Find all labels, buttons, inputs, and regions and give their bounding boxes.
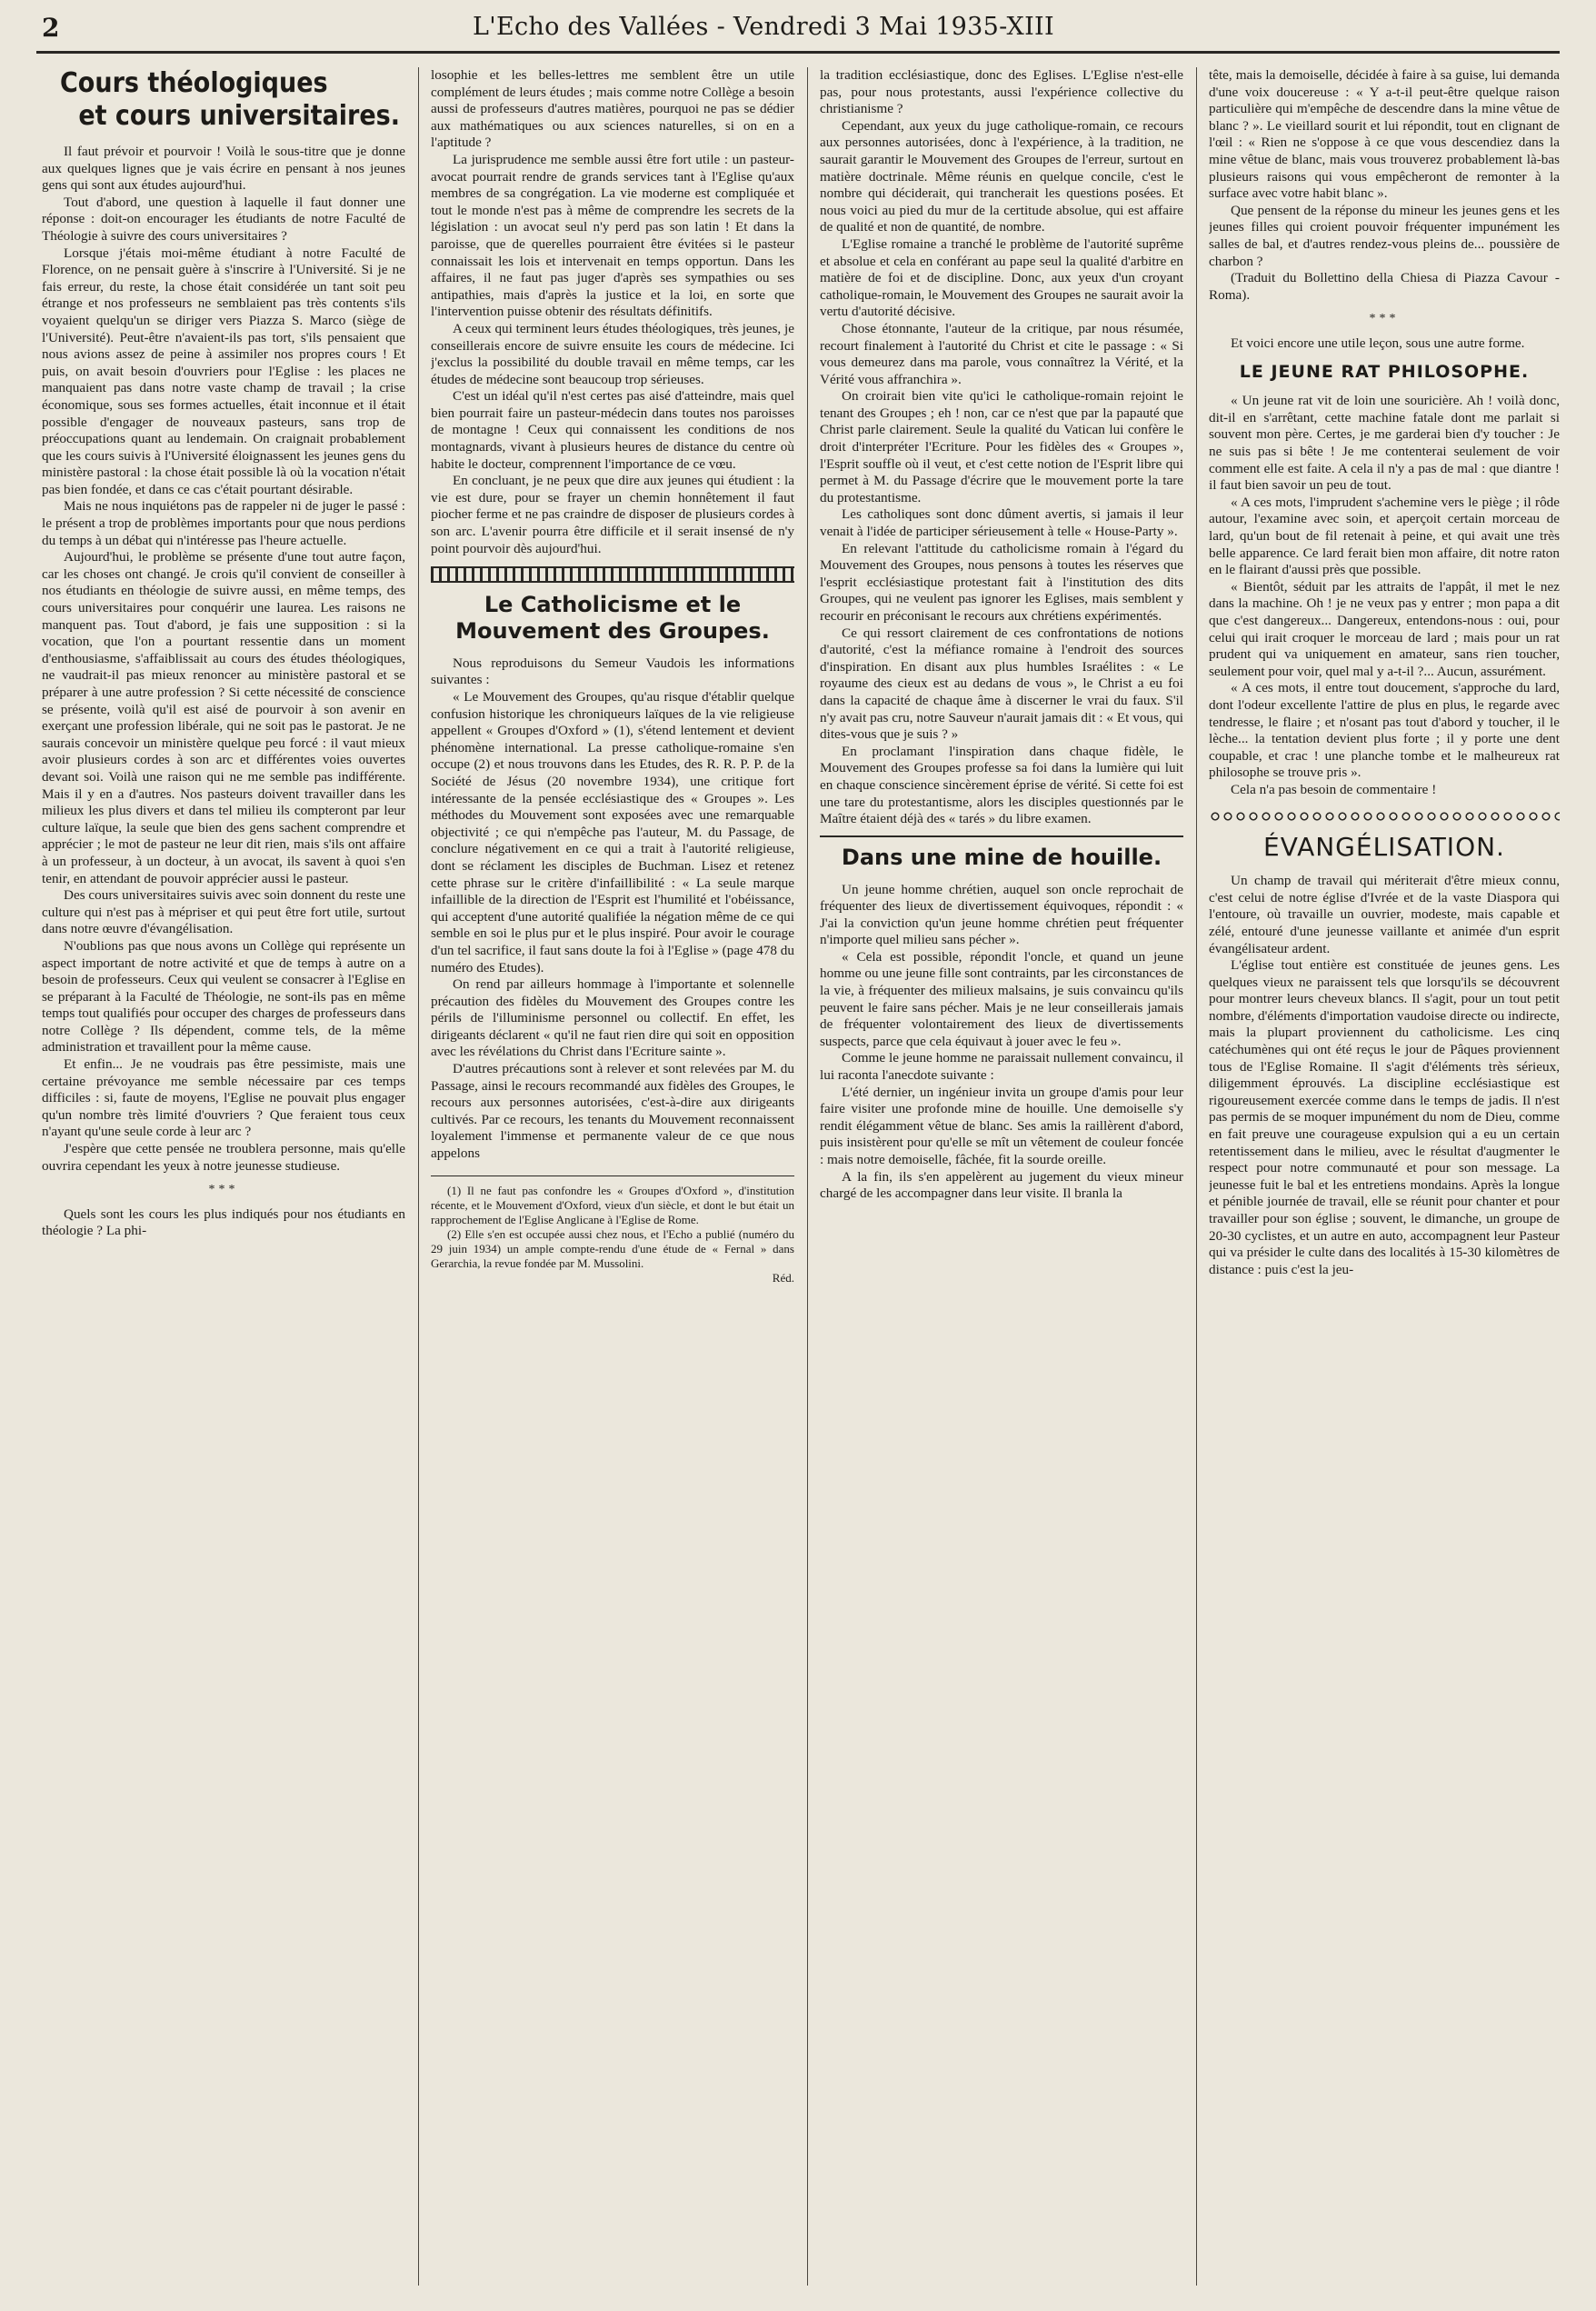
article-title-mine: Dans une mine de houille. <box>841 844 1162 870</box>
paragraph: N'oublions pas que nous avons un Collège qui représente un aspect important de notre activité et que de temps à autre on a besoin de professeurs. Ceux qui veulent se consacrer à l'Eglise en se préparant à la Faculté de Théologie, ne sont-ils pas en même temps tout qualifiés pour occuper des charges de professeurs dans notre Collège ? Ils dépendent, comme tels, de la même administration et travaillent pour la même cause. <box>42 937 405 1055</box>
article-body-mine <box>820 882 1183 1203</box>
paragraph: « Le Mouvement des Groupes, qu'au risque d'établir quelque confusion historique les chroniqueurs laïques de la vie religieuse appellent « Groupes d'Oxford » (1), s'étend lentement et devient phénomène international. La presse catholique-romaine s'en occupe (2) et nous trouvons dans les Etudes, des R. R. P. P. de la Société de Jésus (20 novembre 1934), une critique fort intéressante de la pensée ecclésiastique des « Groupes ». Les méthodes du Mouvement sont exposées avec une remarquable objectivité ; ce qui n'empêche pas l'auteur, M. du Passage, de conclure négativement en ce qui a trait à l'autorité religieuse, dont se réclament les disciples de Buchman. Lisez et retenez cette phrase sur le critère d'infaillibilité : « La seule marque infaillible de la direction de l'Esprit est l'humilité et l'obéissance, qui acceptent d'une autorité qualifiée la négation même de ce qui semble en soi le plus pur et le plus inspiré. Pour avoir le courage d'un tel sacrifice, il faut sans doute la foi à l'Eglise » (page 478 du numéro des Etudes). <box>431 689 794 975</box>
paragraph: Cela n'a pas besoin de commentaire ! <box>1231 781 1437 797</box>
article-title-catholicisme: Le Catholicisme et le Mouvement des Groupes. <box>455 592 770 645</box>
paragraph: Mais ne nous inquiétons pas de rappeler ni de juger le passé : le présent a trop de problèmes importants pour que nous perdions du temps à un débat qui n'intéresse pas l'heure actuelle. <box>42 498 405 548</box>
article-body-rat <box>1209 393 1560 798</box>
article-body-cours <box>42 144 405 1240</box>
paragraph: L'Eglise romaine a tranché le problème de l'autorité suprême et absolue et cela en conférant au pape seul la qualité d'arbitre en matière de foi et de discipline. Donc, aux yeux d'un croyant catholique-romain, le Mouvement des Groupes ne saurait avoir la vertu d'autorité décisive. <box>820 235 1183 320</box>
paragraph: Cependant, aux yeux du juge catholique-romain, ce recours aux personnes autorisées, donc à l'expérience, à la tradition, ne saurait garantir le Mouvement des Groupes de l'erreur, surtout en matière doctrinale. Même réunis en quelque concile, c'est le nombre qui déciderait, qui trancherait les questions posées. Et nous voici au pied du mur de la certitude absolue, qui est affaire de qualité et non de quantité, de nombre. <box>820 117 1183 235</box>
article-body-mine-continued <box>1209 67 1560 304</box>
paragraph: « A ces mots, l'imprudent s'achemine vers le piège ; il rôde autour, l'examine avec soin, et aperçoit certain morceau de lard, qu'un bout de fil retenait à peine, et qui avait une très belle apparence. Ce lard ferait bien mon affaire, dit notre raton en le flairant d'aussi près que possible. <box>1209 494 1560 578</box>
paragraph: la tradition ecclésiastique, donc des Eglises. L'Eglise n'est-elle pas, pour nous protestants, aussi l'expérience collective du christianisme ? <box>820 67 1183 117</box>
article-body-catholicisme <box>431 655 794 1163</box>
paragraph: Ce qui ressort clairement de ces confrontations de notions d'autorité, c'est la méfiance romaine à l'endroit des sources d'inspiration. En disant aux plus humbles Israélites : « Le royaume des cieux est au dedans de vous », le Christ a eu foi dans la capacité de chaque âme à discerner le vrai du faux. S'il n'y avait pas cru, notre Sauveur n'aurait jamais dit : « Et vous, qui dites-vous que je suis ? » <box>820 625 1183 743</box>
paragraph: La jurisprudence me semble aussi être fort utile : un pasteur-avocat pourrait rendre de grands services tant à l'Eglise qu'aux membres de sa congrégation. La vie moderne est compliquée et tout le monde n'est pas à même de comprendre les secrets de la législation : un avocat seul n'y perd pas son latin ! Et dans la paroisse, que de querelles pourraient être évitées si le pasteur connaissait les lois et intervenait en temps opportun. Dans les affaires, il ne faut pas juger d'après ses sympathies ou ses antipathies, mais d'après la justice et la loi, en sorte que l'intervention puisse obtenir des résultats définitifs. <box>431 151 794 320</box>
paragraph: En relevant l'attitude du catholicisme romain à l'égard du Mouvement des Groupes, nous pensons à toutes les réserves que l'esprit ecclésiastique protestant fait à l'institution des dits Groupes, qui ne veulent pas ignorer les Eglises, mais semblent y recourir en préconisant le recours aux chrétiens expérimentés. <box>820 540 1183 624</box>
paragraph: L'été dernier, un ingénieur invita un groupe d'amis pour leur faire visiter une profonde mine de houille. Une demoiselle s'y rendit élégamment vêtue de blanc. Ses amis la raillèrent d'abord, puis insistèrent pour qu'elle se mît un vêtement de couleur foncée : mais notre demoiselle, fâchée, fit la sourde oreille. <box>820 1084 1183 1168</box>
paragraph: Un champ de travail qui mériterait d'être mieux connu, c'est celui de notre église d'Ivrée et de la vaste Diaspora qui l'entoure, où travaille un ouvrier, modeste, mais capable et zélé, entouré d'une jeunesse vaillante et animée d'un esprit évangélisateur ardent. <box>1209 873 1560 956</box>
intro-paragraph: Et voici encore une utile leçon, sous une autre forme. <box>1231 335 1525 351</box>
article-body-cours-continued <box>431 67 794 557</box>
article-title-cours <box>42 67 405 133</box>
paragraph: J'espère que cette pensée ne troublera personne, mais qu'elle ouvrira cependant les yeux à notre jeunesse studieuse. <box>42 1141 405 1174</box>
section-rule <box>820 835 1183 837</box>
paragraph: « Cela est possible, répondit l'oncle, et quand un jeune homme ou une jeune fille sont contraints, par les circonstances de la vie, à fréquenter des milieux malsains, je suis convaincu qu'ils peuvent le faire sans pécher. Mais je ne leur conseillerais jamais de fréquenter volontairement des lieux de divertissements suspects, parce que cela équivaut à jouer avec le feu ». <box>820 948 1183 1049</box>
column-rule <box>807 67 808 2286</box>
paragraph: Lorsque j'étais moi-même étudiant à notre Faculté de Florence, on ne pensait guère à s'inscrire à l'Université. Si je ne fais erreur, du reste, la chose était considérée un tant soit peu étrange et nos professeurs ne semblaient pas très contents s'ils voyaient quelqu'un se diriger vers Piazza S. Marco (siège de l'Université). Peut-être n'avaient-ils pas tort, s'ils pensaient que nous avions assez de peine à assimiler nos propres cours ! Et puis, on avait besoin d'ouvriers pour l'Eglise : les places ne manquaient pas dans notre vaste champ de travail ; la crise économique, sous ses formes actuelles, était inconnue et il était possible d'engager de nouveaux pasteurs, sans trop de préoccupations quant au lendemain. On craignait probablement que les cours suivis à l'Université éloignassent les jeunes gens du ministère pastoral : la chose était possible là où la vocation n'était pas bien fondée, et dans ce cas c'était pourtant désirable. <box>42 245 405 497</box>
section-ornament <box>431 566 794 583</box>
title-line-1: Cours théologiques <box>60 67 328 99</box>
column-rule <box>418 67 419 2286</box>
article-body-evangelisation <box>1209 873 1560 1278</box>
paragraph: tête, mais la demoiselle, décidée à faire à sa guise, lui demanda d'une voix doucereuse : « Y a-t-il peut-être quelque raison particulière qui m'empêche de descendre dans la mine vêtue de blanc ? ». Le vieillard sourit et lui répondit, tout en clignant de l'œil : « Rien ne s'oppose à ce que vous descendiez dans la mine vêtue de blanc, mais vous trouverez probablement là-bas plusieurs raisons qui vous empêcheront de remonter à la surface avec votre habit blanc ». <box>1209 67 1560 202</box>
paragraph: Chose étonnante, l'auteur de la critique, par nous résumée, recourt finalement à l'autorité du Christ et cite le passage : « Si vous demeurez dans ma parole, vous connaîtrez la Vérité, et la Vérité vous affranchira ». <box>820 320 1183 387</box>
paragraph: Des cours universitaires suivis avec soin donnent du reste une culture qui n'est pas à mépriser et qui peut être fort utile, surtout dans notre œuvre d'évangélisation. <box>42 887 405 937</box>
paragraph: Les catholiques sont donc dûment avertis, si jamais il leur venait à l'idée de participer sérieusement à telle « House-Party ». <box>820 506 1183 540</box>
section-ornament <box>1209 810 1560 823</box>
column-3 <box>820 67 1183 2286</box>
article-body-catholicisme-continued <box>820 67 1183 828</box>
paragraph: Et enfin... Je ne voudrais pas être pessimiste, mais une certaine prévoyance me semble nécessaire par ces temps difficiles : si, faute de moyens, l'Eglise ne pouvait plus engager qu'un nombre très limité d'ouvriers ? Que feraient tous ceux n'ayant qu'une seule corde à leur arc ? <box>42 1056 405 1140</box>
paragraph: Un jeune homme chrétien, auquel son oncle reprochait de fréquenter des lieux de divertissement équivoques, répondit : « J'ai la conviction qu'un jeune homme chrétien peut fréquenter n'importe quel milieu sans pécher ». <box>820 881 1183 948</box>
footnote-signature: Réd. <box>772 1270 794 1285</box>
paragraph: « Bientôt, séduit par les attraits de l'appât, il met le nez dans la machine. Oh ! je ne veux pas y entrer ; mon papa a dit que c'est dangereux... Dangereux, entendons-nous : oui, pour celui qui irait croquer le morceau de lard ; mais pour un rat prudent qui va uniquement en amateur, sans rien toucher, seulement pour voir, quel mal y a-t-il ?... Aucun, assurément. <box>1209 578 1560 679</box>
section-stars: *** <box>1369 312 1400 326</box>
paragraph: A la fin, ils s'en appelèrent au jugement du vieux mineur chargé de les accompagner dans leur visite. Il branla la <box>820 1168 1183 1202</box>
paragraph: C'est un idéal qu'il n'est certes pas aisé d'atteindre, mais quel bien pourrait faire un pasteur-médecin dans toutes nos paroisses de montagne ! Ceux qui connaissent les conditions de nos montagnards, vivant à plusieurs heures de distance du centre où habite le docteur, comprennent l'importance de ce vœu. <box>431 388 794 472</box>
paragraph: Tout d'abord, une question à laquelle il faut donner une réponse : doit-on encourager les étudiants de notre Faculté de Théologie à suivre des cours universitaires ? <box>42 194 405 244</box>
header-rule <box>36 51 1560 54</box>
footnote: (2) Elle s'en est occupée aussi chez nous, et l'Echo a publié (numéro du 29 juin 1934) un ample compte-rendu d'une étude de « Fernal » dans Gerarchia, la revue fondée par M. Mussolini. <box>431 1226 794 1270</box>
paragraph: En concluant, je ne peux que dire aux jeunes qui étudient : la vie est dure, pour se frayer un chemin honnêtement il faut piocher ferme et ne pas craindre de disposer de plusieurs cordes à son arc. L'avenir pourra être difficile et il serait insensé de n'y point pourvoir dès aujourd'hui. <box>431 473 794 556</box>
paragraph: En proclamant l'inspiration dans chaque fidèle, le Mouvement des Groupes professe sa foi dans la lumière qui luit en chaque conscience sincèrement éprise de vérité. Si cette foi est une tare du protestantisme, alors les disciples questionnés par le Maître étaient déjà des « tarés » du libre examen. <box>820 743 1183 827</box>
article-title-evangelisation: ÉVANGÉLISATION. <box>1263 831 1505 862</box>
paragraph: Comme le jeune homme ne paraissait nullement convaincu, il lui raconta l'anecdote suivante : <box>820 1050 1183 1084</box>
paragraph: D'autres précautions sont à relever et sont relevées par M. du Passage, ainsi le recours recommandé aux fidèles des Groupes, le recours aux personnes autorisées, c'est-à-dire aux dirigeants cultivés. Par ce recours, les tenants du Mouvement reconnaissent loyalement l'immense et permanente valeur de ce que nous appelons <box>431 1061 794 1162</box>
paragraph: Que pensent de la réponse du mineur les jeunes gens et les jeunes filles qui croient pouvoir fréquenter impunément les salles de bal, et d'autres rendez-vous pleins de... poussière de charbon ? <box>1209 202 1560 269</box>
paragraph: On rend par ailleurs hommage à l'importante et solennelle précaution des fidèles du Mouvement des Groupes contre les périls de l'illuminisme personnel ou collectif. En effet, les dirigeants déclarent « qu'il ne faut rien dire qui soit en opposition avec les révélations du Christ dans l'Ecriture sainte ». <box>431 976 794 1060</box>
column-1 <box>42 67 405 2286</box>
footnote: (1) Il ne faut pas confondre les « Groupes d'Oxford », d'institution récente, et le Mouvement d'Oxford, vieux d'un siècle, et dont le but était un rapprochement de l'Eglise Anglicane à l'Eglise de Rome. <box>431 1183 794 1226</box>
paragraph: losophie et les belles-lettres me semblent être un utile complément de leurs études ; mais comme notre Collège a besoin aussi de professeurs d'autres matières, pourquoi ne pas se dédier aux mathématiques ou aux sciences naturelles, si on en a l'aptitude ? <box>431 67 794 151</box>
paragraph: « A ces mots, il entre tout doucement, s'approche du lard, dont l'odeur excellente l'attire de plus en plus, le regarde avec tendresse, le flaire ; et n'osant pas tout d'abord y toucher, il le lèche... la tentation devient plus forte ; il y porte une dent coupable, et crac ! une planche tombe et le malheureux rat philosophe se trouve pris ». <box>1209 680 1560 781</box>
footnotes <box>431 1176 794 1286</box>
column-2 <box>431 67 794 2286</box>
paragraph: Il faut prévoir et pourvoir ! Voilà le sous-titre que je donne aux quelques lignes que je vais écrire en pensant à nos jeunes gens qui sont aux études aujourd'hui. <box>42 144 405 194</box>
paragraph: Quels sont les cours les plus indiqués pour nos étudiants en théologie ? La phi- <box>42 1206 405 1239</box>
article-title-rat: LE JEUNE RAT PHILOSOPHE. <box>1239 361 1530 382</box>
section-stars: *** <box>208 1183 239 1197</box>
paragraph: Nous reproduisons du Semeur Vaudois les informations suivantes : <box>431 655 794 688</box>
paragraph: Aujourd'hui, le problème se présente d'une tout autre façon, car les choses ont changé. Je crois qu'il convient de conseiller à nos étudiants en théologie de suivre aussi, en même temps, des cours universitaires pour conquérir une laurea. Les raisons ne manquent pas. Tout d'abord, je fais une supposition : si la vocation, que l'on a pourtant ressentie dans un moment d'enthousiasme, s'affaiblissait au cours des études théologiques, ne vaudrait-il pas mieux renoncer au ministère pastoral et se préparer à une autre profession ? Si cette nécessité de conscience se présente, voilà qu'il est aisé de pourvoir à son avenir en exerçant une profession libérale, qui ne soit pas le pastorat. Je ne saurais concevoir un ministère quelque peu forcé : il vaut mieux avoir plusieurs cordes à son arc et différentes voies ouvertes devant soi. Voilà une raison qui ne me semble pas indifférente. Mais il y en a d'autres. Nos pasteurs doivent travailler dans les milieux les plus divers et dans tel milieu ils compteront par leur culture laïque, la seule que bien des gens sachent comprendre et apprécier ; le mot de pasteur ne leur dit rien, mais s'ils ont affaire à un professeur, à un docteur, à un avocat, ils savent à quoi s'en tenir, en attendant de pouvoir apprécier aussi le pasteur. <box>42 549 405 886</box>
paragraph: On croirait bien vite qu'ici le catholique-romain rejoint le tenant des Groupes ; eh ! non, car ce n'est que par la papauté que Christ parle clairement. Seule la qualité du Vatican lui confère le droit d'interpréter l'Ecriture. Pour les fidèles des « Groupes », l'Esprit souffle où il veut, et c'est cette notion de l'Esprit libre qui permet à M. du Passage d'écrire que le mouvement porte la tare du protestantisme. <box>820 388 1183 505</box>
page-number: 2 <box>42 13 60 43</box>
column-4 <box>1209 67 1560 2286</box>
paragraph: « Un jeune rat vit de loin une souricière. Ah ! voilà donc, dit-il en s'arrêtant, cette machine fatale dont me parlait si souvent mon père. Certes, je me garderai bien d'y toucher : Je ne suis pas si bête ! Je me contenterai seulement de voir comment elle est faite. A cela il n'y a pas de mal : que diantre ! il faut bien savoir un peu de tout. <box>1209 393 1560 494</box>
paragraph: A ceux qui terminent leurs études théologiques, très jeunes, je conseillerais encore de suivre ensuite les cours de médecine. Ici j'exclus la possibilité du double travail en même temps, car les études de médecine sont beaucoup trop sérieuses. <box>431 320 794 387</box>
masthead-line: L'Echo des Vallées - Vendredi 3 Mai 1935-XIII <box>473 13 1054 41</box>
running-head <box>0 0 1596 55</box>
column-rule <box>1196 67 1197 2286</box>
paragraph: L'église tout entière est constituée de jeunes gens. Les quelques vieux ne paraissent tels que lorsqu'ils se découvrent pour montrer leurs cheveux blancs. Il s'agit, pour un tout petit nombre, d'éléments d'importation vaudoise directe ou indirecte, mais la plupart proviennent du catholicisme. Les cinq catéchumènes qui ont été reçus le jour de Pâques proviennent tous de l'Eglise Romaine. Il s'agit d'éléments très sérieux, diligemment éprouvés. La discipline ecclésiastique est rigoureusement exercée comme dans le temps de jadis. Il n'est pas permis de se moquer impunément du nom de Dieu, comme en fait preuve une courageuse expulsion qui a eu un certain retentissement dans le milieu, avec le résultat d'augmenter le respect pour notre communauté et pour son message. La jeunesse fuit le bal et les entretiens mondains. Après la longue et pénible journée de travail, elle se réunit pour chanter et pour travailler pour son église ; souvent, le dimanche, un groupe de 20-30 cyclistes, et un autre en auto, accompagnent leur Pasteur qui va présider le culte dans des localités à 15-30 kilomètres de distance : puis c'est la jeu- <box>1209 957 1560 1277</box>
title-line-2: et cours universitaires. <box>78 100 400 132</box>
source-credit: (Traduit du Bollettino della Chiesa di Piazza Cavour - Roma). <box>1209 270 1560 303</box>
